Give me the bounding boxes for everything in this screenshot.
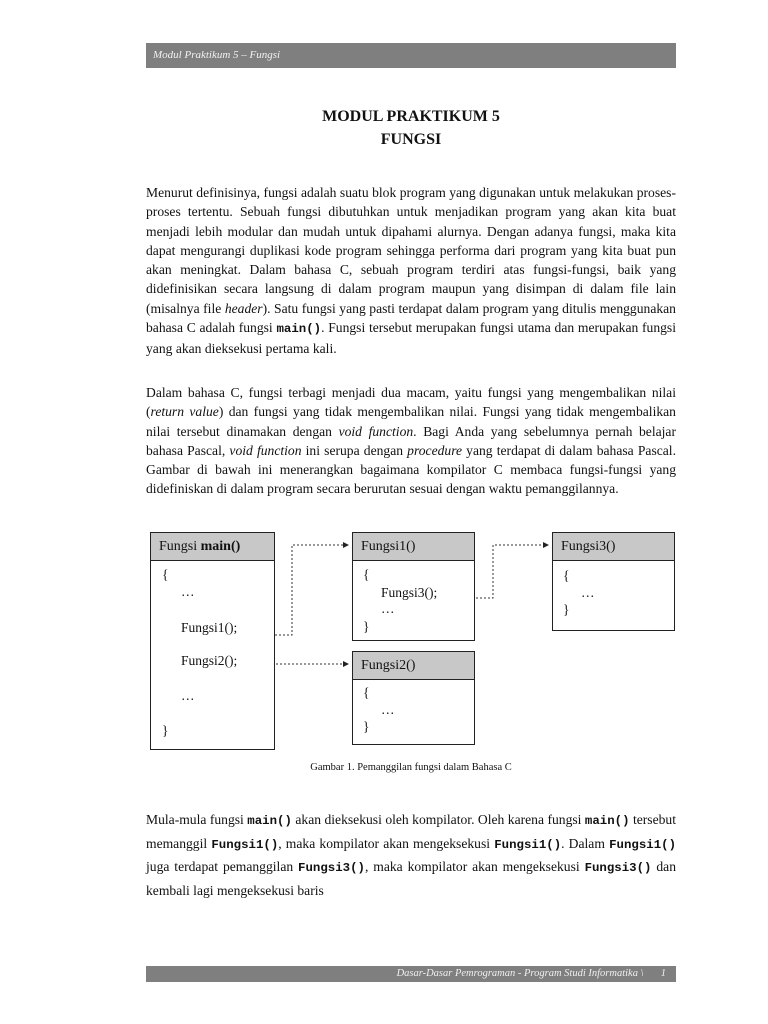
main-box-title	[151, 533, 274, 561]
fungsi2-box	[352, 651, 475, 745]
function-call-diagram	[150, 532, 680, 754]
text-run: , maka kompilator akan mengeksekusi	[364, 859, 585, 874]
call-fungsi1: Fungsi1();	[181, 620, 238, 635]
box-title-bold: main()	[200, 539, 241, 554]
fungsi3-box-title: Fungsi3()	[553, 533, 674, 561]
text-run: , maka kompilator akan mengeksekusi	[278, 835, 495, 851]
code-term: Fungsi1()	[609, 837, 676, 852]
box-title-text: Fungsi	[159, 539, 201, 554]
italic-term: void function	[338, 423, 414, 439]
fungsi1-box	[352, 532, 475, 641]
text-run: yang terdapat di dalam bahasa Pascal. Gambar di bawah ini menerangkan bagaimana kompilator C membaca fungsi-fungsi yang didefiniskan di dalam program secara berurutan sesuai dengan waktu pemanggilannya.	[146, 442, 676, 497]
text-run: Dalam bahasa C, fungsi terbagi menjadi dua macam, yaitu fungsi yang mengembalikan nilai (	[146, 385, 676, 420]
brace-open: {	[563, 568, 570, 583]
running-header	[146, 43, 676, 68]
text-run: Mula-mula fungsi	[146, 812, 248, 827]
code-term: main()	[276, 322, 322, 337]
text-run: ) dan fungsi yang tidak mengembalikan nilai. Fungsi yang tidak mengembalikan nilai tersebut dinamakan dengan	[146, 404, 676, 439]
ellipsis: …	[581, 585, 595, 600]
main-function-box	[150, 532, 275, 750]
ellipsis: …	[381, 702, 395, 717]
code-term: Fungsi3()	[584, 861, 652, 875]
brace-close: }	[162, 723, 169, 738]
code-term: Fungsi1()	[494, 837, 562, 852]
ellipsis: …	[381, 601, 395, 616]
footer-text: Dasar-Dasar Pemrograman - Program Studi Informatika \	[396, 968, 644, 979]
italic-term: header	[224, 300, 263, 316]
types-paragraph	[146, 383, 676, 499]
text-run: . Bagi Anda yang sebelumnya pernah belajar bahasa Pascal,	[146, 423, 676, 458]
running-header-text: Modul Praktikum 5 – Fungsi	[153, 49, 281, 61]
call-fungsi2: Fungsi2();	[181, 653, 238, 668]
brace-close: }	[363, 719, 370, 734]
text-run: . Dalam	[561, 835, 610, 851]
text-run: akan dieksekusi oleh kompilator. Oleh karena fungsi	[291, 812, 585, 827]
text-run: tersebut memanggil	[146, 812, 676, 851]
code-term: Fungsi1()	[211, 837, 279, 852]
brace-close: }	[563, 602, 570, 617]
page-subtitle: FUNGSI	[380, 131, 442, 148]
code-term: Fungsi3()	[298, 861, 365, 875]
ellipsis: …	[181, 688, 195, 703]
italic-term: procedure	[407, 442, 463, 458]
text-run: dan kembali lagi mengeksekusi baris	[146, 859, 676, 898]
text-run: Menurut definisinya, fungsi adalah suatu blok program yang digunakan untuk melakukan proses-proses tertentu. Sebuah fungsi dibutuhkan untuk menjadikan program yang akan kita buat menjadi lebih modular dan mudah untuk dipahami alurnya. Dengan adanya fungsi, maka kita dapat mengurangi duplikasi kode program sehingga performa dari program yang kita buat pun akan meningkat. Dalam bahasa C, sebuah program terdiri atas fungsi-fungsi, baik yang didefinisikan secara langsung di dalam program maupun yang disimpan di dalam file lain (misalnya file	[146, 185, 676, 316]
page-number: 1	[660, 968, 666, 979]
page-title: MODUL PRAKTIKUM 5	[322, 108, 500, 125]
fungsi3-box	[552, 532, 675, 631]
code-term: main()	[247, 814, 292, 828]
text-run: ). Satu fungsi yang pasti terdapat dalam program yang ditulis menggunakan bahasa C adalah fungsi	[146, 300, 676, 336]
brace-close: }	[363, 619, 370, 634]
brace-open: {	[162, 567, 169, 582]
text-run: juga terdapat pemanggilan	[146, 859, 299, 874]
brace-open: {	[363, 685, 370, 700]
intro-paragraph	[146, 183, 676, 359]
call-fungsi3: Fungsi3();	[381, 585, 438, 600]
execution-paragraph	[146, 809, 676, 901]
running-footer	[146, 966, 676, 982]
fungsi1-box-title: Fungsi1()	[353, 533, 474, 561]
code-term: main()	[584, 814, 630, 828]
text-run: . Fungsi tersebut merupakan fungsi utama dan merupakan fungsi yang akan dieksekusi pertama kali.	[146, 320, 676, 357]
figure-caption: Gambar 1. Pemanggilan fungsi dalam Bahasa C	[310, 762, 512, 773]
fungsi2-box-title: Fungsi2()	[353, 652, 474, 680]
ellipsis: …	[181, 584, 195, 599]
italic-term: return value	[150, 404, 219, 420]
italic-term: void function	[229, 442, 302, 458]
brace-open: {	[363, 567, 370, 582]
text-run: ini serupa dengan	[301, 442, 408, 458]
